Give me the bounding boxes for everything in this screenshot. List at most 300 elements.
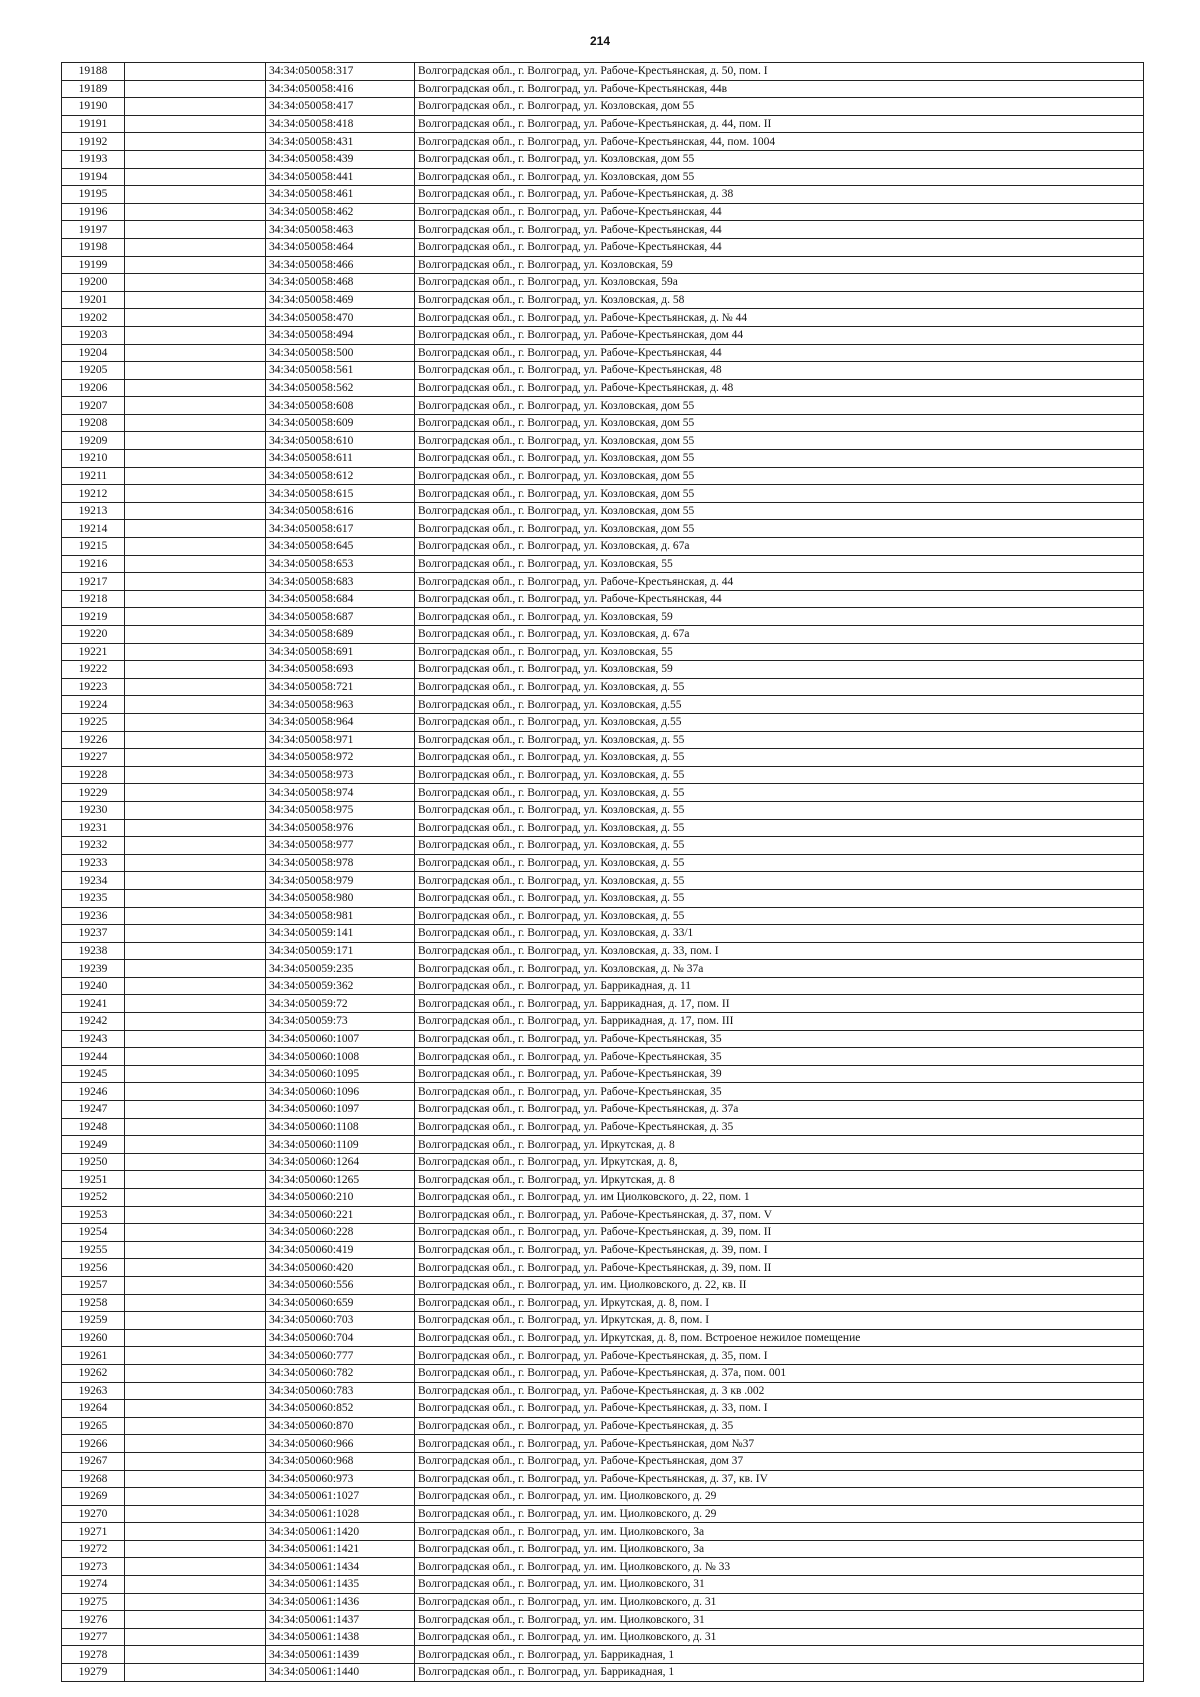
row-number-cell: 19189 xyxy=(62,80,125,98)
table-row xyxy=(62,872,1144,890)
address-cell: Волгоградская обл., г. Волгоград, ул. Козловская, дом 55 xyxy=(415,520,1144,538)
address-cell: Волгоградская обл., г. Волгоград, ул. Козловская, дом 55 xyxy=(415,485,1144,503)
address-cell: Волгоградская обл., г. Волгоград, ул. Козловская, дом 55 xyxy=(415,397,1144,415)
address-cell: Волгоградская обл., г. Волгоград, ул. Рабоче-Крестьянская, 35 xyxy=(415,1083,1144,1101)
row-number-cell: 19259 xyxy=(62,1312,125,1330)
row-number-cell: 19198 xyxy=(62,238,125,256)
blank-cell xyxy=(125,397,266,415)
row-number-cell: 19215 xyxy=(62,538,125,556)
address-cell: Волгоградская обл., г. Волгоград, ул. Баррикадная, д. 17, пом. III xyxy=(415,1013,1144,1031)
blank-cell xyxy=(125,942,266,960)
table-row xyxy=(62,1259,1144,1277)
cadastral-number-cell: 34:34:050059:171 xyxy=(266,942,415,960)
cadastral-number-cell: 34:34:050058:612 xyxy=(266,467,415,485)
table-row xyxy=(62,713,1144,731)
row-number-cell: 19201 xyxy=(62,291,125,309)
blank-cell xyxy=(125,203,266,221)
cadastral-number-cell: 34:34:050061:1435 xyxy=(266,1576,415,1594)
address-cell: Волгоградская обл., г. Волгоград, ул. Козловская, 59 xyxy=(415,256,1144,274)
address-cell: Волгоградская обл., г. Волгоград, ул. Козловская, д.55 xyxy=(415,713,1144,731)
row-number-cell: 19268 xyxy=(62,1470,125,1488)
cadastral-number-cell: 34:34:050058:470 xyxy=(266,309,415,327)
row-number-cell: 19255 xyxy=(62,1241,125,1259)
table-row xyxy=(62,344,1144,362)
blank-cell xyxy=(125,1206,266,1224)
blank-cell xyxy=(125,502,266,520)
cadastral-number-cell: 34:34:050058:464 xyxy=(266,238,415,256)
blank-cell xyxy=(125,837,266,855)
table-row xyxy=(62,538,1144,556)
cadastral-number-cell: 34:34:050060:1097 xyxy=(266,1101,415,1119)
table-row xyxy=(62,608,1144,626)
table-row xyxy=(62,203,1144,221)
address-cell: Волгоградская обл., г. Волгоград, ул. им. Циолковского, 3а xyxy=(415,1540,1144,1558)
cadastral-number-cell: 34:34:050060:852 xyxy=(266,1400,415,1418)
cadastral-number-cell: 34:34:050058:721 xyxy=(266,678,415,696)
address-cell: Волгоградская обл., г. Волгоград, ул. Рабоче-Крестьянская, д. 35 xyxy=(415,1417,1144,1435)
address-cell: Волгоградская обл., г. Волгоград, ул. Рабоче-Крестьянская, 44в xyxy=(415,80,1144,98)
blank-cell xyxy=(125,608,266,626)
row-number-cell: 19191 xyxy=(62,115,125,133)
blank-cell xyxy=(125,1540,266,1558)
cadastral-number-cell: 34:34:050059:141 xyxy=(266,925,415,943)
cadastral-number-cell: 34:34:050060:1265 xyxy=(266,1171,415,1189)
table-row xyxy=(62,1488,1144,1506)
cadastral-number-cell: 34:34:050058:972 xyxy=(266,749,415,767)
table-row xyxy=(62,995,1144,1013)
cadastral-number-cell: 34:34:050059:362 xyxy=(266,977,415,995)
address-cell: Волгоградская обл., г. Волгоград, ул. Рабоче-Крестьянская, д. № 44 xyxy=(415,309,1144,327)
table-row xyxy=(62,1171,1144,1189)
blank-cell xyxy=(125,326,266,344)
table-row xyxy=(62,626,1144,644)
address-cell: Волгоградская обл., г. Волгоград, ул. им Циолковского, д. 22, пом. 1 xyxy=(415,1189,1144,1207)
address-cell: Волгоградская обл., г. Волгоград, ул. им. Циолковского, 31 xyxy=(415,1576,1144,1594)
blank-cell xyxy=(125,1400,266,1418)
blank-cell xyxy=(125,977,266,995)
blank-cell xyxy=(125,1048,266,1066)
table-row xyxy=(62,1470,1144,1488)
blank-cell xyxy=(125,643,266,661)
table-row xyxy=(62,1048,1144,1066)
address-cell: Волгоградская обл., г. Волгоград, ул. им. Циолковского, д. 31 xyxy=(415,1593,1144,1611)
row-number-cell: 19251 xyxy=(62,1171,125,1189)
cadastral-number-cell: 34:34:050058:462 xyxy=(266,203,415,221)
page-number: 214 xyxy=(589,34,611,48)
blank-cell xyxy=(125,1558,266,1576)
table-row xyxy=(62,889,1144,907)
cadastral-number-cell: 34:34:050059:235 xyxy=(266,960,415,978)
address-cell: Волгоградская обл., г. Волгоград, ул. Рабоче-Крестьянская, 44 xyxy=(415,203,1144,221)
address-cell: Волгоградская обл., г. Волгоград, ул. Рабоче-Крестьянская, 44 xyxy=(415,344,1144,362)
table-row xyxy=(62,977,1144,995)
address-cell: Волгоградская обл., г. Волгоград, ул. Козловская, 59а xyxy=(415,274,1144,292)
cadastral-number-cell: 34:34:050058:617 xyxy=(266,520,415,538)
blank-cell xyxy=(125,784,266,802)
table-row xyxy=(62,731,1144,749)
blank-cell xyxy=(125,749,266,767)
blank-cell xyxy=(125,80,266,98)
blank-cell xyxy=(125,1628,266,1646)
table-row xyxy=(62,63,1144,81)
cadastral-number-cell: 34:34:050058:645 xyxy=(266,538,415,556)
row-number-cell: 19208 xyxy=(62,414,125,432)
address-cell: Волгоградская обл., г. Волгоград, ул. Козловская, дом 55 xyxy=(415,432,1144,450)
cadastral-number-cell: 34:34:050058:494 xyxy=(266,326,415,344)
address-cell: Волгоградская обл., г. Волгоград, ул. Рабоче-Крестьянская, дом №37 xyxy=(415,1435,1144,1453)
row-number-cell: 19244 xyxy=(62,1048,125,1066)
cadastral-number-cell: 34:34:050058:616 xyxy=(266,502,415,520)
blank-cell xyxy=(125,309,266,327)
blank-cell xyxy=(125,801,266,819)
blank-cell xyxy=(125,150,266,168)
table-row xyxy=(62,1101,1144,1119)
address-cell: Волгоградская обл., г. Волгоград, ул. Козловская, д. 55 xyxy=(415,872,1144,890)
cadastral-number-cell: 34:34:050060:870 xyxy=(266,1417,415,1435)
row-number-cell: 19252 xyxy=(62,1189,125,1207)
blank-cell xyxy=(125,1523,266,1541)
blank-cell xyxy=(125,1593,266,1611)
address-cell: Волгоградская обл., г. Волгоград, ул. Рабоче-Крестьянская, д. 44, пом. II xyxy=(415,115,1144,133)
row-number-cell: 19199 xyxy=(62,256,125,274)
row-number-cell: 19211 xyxy=(62,467,125,485)
address-cell: Волгоградская обл., г. Волгоград, ул. Иркутская, д. 8 xyxy=(415,1136,1144,1154)
address-cell: Волгоградская обл., г. Волгоград, ул. Рабоче-Крестьянская, д. 3 кв .002 xyxy=(415,1382,1144,1400)
blank-cell xyxy=(125,889,266,907)
table-row xyxy=(62,168,1144,186)
row-number-cell: 19276 xyxy=(62,1611,125,1629)
address-cell: Волгоградская обл., г. Волгоград, ул. Козловская, д. 33/1 xyxy=(415,925,1144,943)
cadastral-number-cell: 34:34:050060:210 xyxy=(266,1189,415,1207)
table-row xyxy=(62,467,1144,485)
row-number-cell: 19217 xyxy=(62,573,125,591)
row-number-cell: 19205 xyxy=(62,362,125,380)
row-number-cell: 19279 xyxy=(62,1664,125,1682)
row-number-cell: 19194 xyxy=(62,168,125,186)
address-cell: Волгоградская обл., г. Волгоград, ул. им. Циолковского, 3а xyxy=(415,1523,1144,1541)
cadastral-number-cell: 34:34:050058:977 xyxy=(266,837,415,855)
blank-cell xyxy=(125,995,266,1013)
blank-cell xyxy=(125,713,266,731)
address-cell: Волгоградская обл., г. Волгоград, ул. Козловская, д. 55 xyxy=(415,766,1144,784)
blank-cell xyxy=(125,1171,266,1189)
blank-cell xyxy=(125,1611,266,1629)
address-cell: Волгоградская обл., г. Волгоград, ул. Рабоче-Крестьянская, д. 38 xyxy=(415,186,1144,204)
address-cell: Волгоградская обл., г. Волгоград, ул. им. Циолковского, д. 31 xyxy=(415,1628,1144,1646)
row-number-cell: 19249 xyxy=(62,1136,125,1154)
blank-cell xyxy=(125,960,266,978)
address-cell: Волгоградская обл., г. Волгоград, ул. Баррикадная, д. 17, пом. II xyxy=(415,995,1144,1013)
row-number-cell: 19272 xyxy=(62,1540,125,1558)
table-row xyxy=(62,520,1144,538)
address-cell: Волгоградская обл., г. Волгоград, ул. Козловская, д. 33, пом. I xyxy=(415,942,1144,960)
row-number-cell: 19262 xyxy=(62,1364,125,1382)
blank-cell xyxy=(125,1664,266,1682)
table-row xyxy=(62,1400,1144,1418)
cadastral-number-cell: 34:34:050058:561 xyxy=(266,362,415,380)
blank-cell xyxy=(125,696,266,714)
row-number-cell: 19229 xyxy=(62,784,125,802)
row-number-cell: 19197 xyxy=(62,221,125,239)
address-cell: Волгоградская обл., г. Волгоград, ул. Козловская, дом 55 xyxy=(415,502,1144,520)
address-cell: Волгоградская обл., г. Волгоград, ул. Рабоче-Крестьянская, 35 xyxy=(415,1048,1144,1066)
address-cell: Волгоградская обл., г. Волгоград, ул. Рабоче-Крестьянская, дом 44 xyxy=(415,326,1144,344)
blank-cell xyxy=(125,1488,266,1506)
blank-cell xyxy=(125,1136,266,1154)
address-cell: Волгоградская обл., г. Волгоград, ул. Козловская, дом 55 xyxy=(415,467,1144,485)
address-cell: Волгоградская обл., г. Волгоград, ул. Козловская, д. 55 xyxy=(415,837,1144,855)
row-number-cell: 19228 xyxy=(62,766,125,784)
address-cell: Волгоградская обл., г. Волгоград, ул. Козловская, д. № 37а xyxy=(415,960,1144,978)
blank-cell xyxy=(125,1646,266,1664)
cadastral-number-cell: 34:34:050060:1096 xyxy=(266,1083,415,1101)
row-number-cell: 19238 xyxy=(62,942,125,960)
cadastral-number-cell: 34:34:050060:1264 xyxy=(266,1153,415,1171)
address-cell: Волгоградская обл., г. Волгоград, ул. Рабоче-Крестьянская, д. 35 xyxy=(415,1118,1144,1136)
row-number-cell: 19212 xyxy=(62,485,125,503)
address-cell: Волгоградская обл., г. Волгоград, ул. Козловская, д. 55 xyxy=(415,731,1144,749)
blank-cell xyxy=(125,731,266,749)
row-number-cell: 19193 xyxy=(62,150,125,168)
table-row xyxy=(62,397,1144,415)
row-number-cell: 19232 xyxy=(62,837,125,855)
row-number-cell: 19240 xyxy=(62,977,125,995)
blank-cell xyxy=(125,63,266,81)
table-row xyxy=(62,1294,1144,1312)
row-number-cell: 19236 xyxy=(62,907,125,925)
table-row xyxy=(62,801,1144,819)
cadastral-number-cell: 34:34:050058:653 xyxy=(266,555,415,573)
cadastral-number-cell: 34:34:050058:978 xyxy=(266,854,415,872)
row-number-cell: 19233 xyxy=(62,854,125,872)
table-row xyxy=(62,555,1144,573)
blank-cell xyxy=(125,432,266,450)
row-number-cell: 19218 xyxy=(62,590,125,608)
cadastral-number-cell: 34:34:050059:72 xyxy=(266,995,415,1013)
row-number-cell: 19278 xyxy=(62,1646,125,1664)
address-cell: Волгоградская обл., г. Волгоград, ул. Рабоче-Крестьянская, д. 37а xyxy=(415,1101,1144,1119)
row-number-cell: 19192 xyxy=(62,133,125,151)
address-cell: Волгоградская обл., г. Волгоград, ул. Рабоче-Крестьянская, 39 xyxy=(415,1065,1144,1083)
row-number-cell: 19269 xyxy=(62,1488,125,1506)
blank-cell xyxy=(125,1312,266,1330)
cadastral-number-cell: 34:34:050058:687 xyxy=(266,608,415,626)
row-number-cell: 19239 xyxy=(62,960,125,978)
blank-cell xyxy=(125,1417,266,1435)
cadastral-number-cell: 34:34:050058:562 xyxy=(266,379,415,397)
address-cell: Волгоградская обл., г. Волгоград, ул. Козловская, 55 xyxy=(415,643,1144,661)
blank-cell xyxy=(125,98,266,116)
cadastral-number-cell: 34:34:050058:691 xyxy=(266,643,415,661)
address-cell: Волгоградская обл., г. Волгоград, ул. им. Циолковского, д. 29 xyxy=(415,1488,1144,1506)
address-cell: Волгоградская обл., г. Волгоград, ул. им. Циолковского, 31 xyxy=(415,1611,1144,1629)
row-number-cell: 19202 xyxy=(62,309,125,327)
cadastral-number-cell: 34:34:050060:1108 xyxy=(266,1118,415,1136)
blank-cell xyxy=(125,907,266,925)
cadastral-number-cell: 34:34:050061:1434 xyxy=(266,1558,415,1576)
blank-cell xyxy=(125,1241,266,1259)
address-cell: Волгоградская обл., г. Волгоград, ул. Козловская, д. 55 xyxy=(415,801,1144,819)
table-row xyxy=(62,1435,1144,1453)
row-number-cell: 19237 xyxy=(62,925,125,943)
cadastral-number-cell: 34:34:050058:431 xyxy=(266,133,415,151)
table-row xyxy=(62,115,1144,133)
blank-cell xyxy=(125,1452,266,1470)
row-number-cell: 19200 xyxy=(62,274,125,292)
table-row xyxy=(62,414,1144,432)
cadastral-number-cell: 34:34:050058:608 xyxy=(266,397,415,415)
row-number-cell: 19231 xyxy=(62,819,125,837)
blank-cell xyxy=(125,1013,266,1031)
table-row xyxy=(62,1364,1144,1382)
table-row xyxy=(62,1452,1144,1470)
row-number-cell: 19220 xyxy=(62,626,125,644)
address-cell: Волгоградская обл., г. Волгоград, ул. Козловская, дом 55 xyxy=(415,450,1144,468)
address-cell: Волгоградская обл., г. Волгоград, ул. Козловская, д. 55 xyxy=(415,819,1144,837)
blank-cell xyxy=(125,1083,266,1101)
row-number-cell: 19190 xyxy=(62,98,125,116)
table-row xyxy=(62,133,1144,151)
blank-cell xyxy=(125,1294,266,1312)
table-row xyxy=(62,150,1144,168)
row-number-cell: 19275 xyxy=(62,1593,125,1611)
blank-cell xyxy=(125,133,266,151)
cadastral-number-cell: 34:34:050060:1007 xyxy=(266,1030,415,1048)
row-number-cell: 19219 xyxy=(62,608,125,626)
table-row xyxy=(62,186,1144,204)
cadastral-number-cell: 34:34:050058:971 xyxy=(266,731,415,749)
address-cell: Волгоградская обл., г. Волгоград, ул. Рабоче-Крестьянская, д. 37а, пом. 001 xyxy=(415,1364,1144,1382)
table-row xyxy=(62,309,1144,327)
table-row xyxy=(62,274,1144,292)
blank-cell xyxy=(125,555,266,573)
cadastral-number-cell: 34:34:050058:611 xyxy=(266,450,415,468)
address-cell: Волгоградская обл., г. Волгоград, ул. Рабоче-Крестьянская, д. 39, пом. I xyxy=(415,1241,1144,1259)
row-number-cell: 19246 xyxy=(62,1083,125,1101)
cadastral-number-cell: 34:34:050060:419 xyxy=(266,1241,415,1259)
table-row xyxy=(62,291,1144,309)
row-number-cell: 19266 xyxy=(62,1435,125,1453)
cadastral-number-cell: 34:34:050058:689 xyxy=(266,626,415,644)
registry-table-body xyxy=(62,63,1144,1682)
blank-cell xyxy=(125,1435,266,1453)
row-number-cell: 19267 xyxy=(62,1452,125,1470)
table-row xyxy=(62,1558,1144,1576)
address-cell: Волгоградская обл., г. Волгоград, ул. Козловская, д. 55 xyxy=(415,907,1144,925)
cadastral-number-cell: 34:34:050058:609 xyxy=(266,414,415,432)
table-row xyxy=(62,1540,1144,1558)
row-number-cell: 19241 xyxy=(62,995,125,1013)
table-row xyxy=(62,1065,1144,1083)
row-number-cell: 19273 xyxy=(62,1558,125,1576)
blank-cell xyxy=(125,1189,266,1207)
blank-cell xyxy=(125,1118,266,1136)
address-cell: Волгоградская обл., г. Волгоград, ул. Рабоче-Крестьянская, д. 33, пом. I xyxy=(415,1400,1144,1418)
address-cell: Волгоградская обл., г. Волгоград, ул. Козловская, дом 55 xyxy=(415,150,1144,168)
row-number-cell: 19221 xyxy=(62,643,125,661)
cadastral-number-cell: 34:34:050060:420 xyxy=(266,1259,415,1277)
table-row xyxy=(62,1417,1144,1435)
table-row xyxy=(62,1030,1144,1048)
blank-cell xyxy=(125,872,266,890)
cadastral-number-cell: 34:34:050059:73 xyxy=(266,1013,415,1031)
cadastral-number-cell: 34:34:050058:979 xyxy=(266,872,415,890)
cadastral-number-cell: 34:34:050060:1095 xyxy=(266,1065,415,1083)
blank-cell xyxy=(125,520,266,538)
address-cell: Волгоградская обл., г. Волгоград, ул. Иркутская, д. 8, пом. Встроеное нежилое помещение xyxy=(415,1329,1144,1347)
table-row xyxy=(62,1136,1144,1154)
blank-cell xyxy=(125,344,266,362)
table-row xyxy=(62,1206,1144,1224)
row-number-cell: 19253 xyxy=(62,1206,125,1224)
row-number-cell: 19196 xyxy=(62,203,125,221)
table-row xyxy=(62,1523,1144,1541)
cadastral-number-cell: 34:34:050058:441 xyxy=(266,168,415,186)
blank-cell xyxy=(125,819,266,837)
address-cell: Волгоградская обл., г. Волгоград, ул. Баррикадная, д. 11 xyxy=(415,977,1144,995)
cadastral-number-cell: 34:34:050058:684 xyxy=(266,590,415,608)
cadastral-number-cell: 34:34:050058:615 xyxy=(266,485,415,503)
row-number-cell: 19258 xyxy=(62,1294,125,1312)
blank-cell xyxy=(125,1470,266,1488)
row-number-cell: 19256 xyxy=(62,1259,125,1277)
row-number-cell: 19210 xyxy=(62,450,125,468)
blank-cell xyxy=(125,238,266,256)
blank-cell xyxy=(125,925,266,943)
table-row xyxy=(62,643,1144,661)
cadastral-number-cell: 34:34:050058:974 xyxy=(266,784,415,802)
cadastral-number-cell: 34:34:050060:968 xyxy=(266,1452,415,1470)
cadastral-number-cell: 34:34:050061:1440 xyxy=(266,1664,415,1682)
row-number-cell: 19277 xyxy=(62,1628,125,1646)
cadastral-number-cell: 34:34:050058:469 xyxy=(266,291,415,309)
address-cell: Волгоградская обл., г. Волгоград, ул. Козловская, д. 55 xyxy=(415,854,1144,872)
table-row xyxy=(62,1576,1144,1594)
blank-cell xyxy=(125,1382,266,1400)
address-cell: Волгоградская обл., г. Волгоград, ул. Рабоче-Крестьянская, д. 37, кв. IV xyxy=(415,1470,1144,1488)
table-row xyxy=(62,942,1144,960)
address-cell: Волгоградская обл., г. Волгоград, ул. Рабоче-Крестьянская, 44 xyxy=(415,238,1144,256)
cadastral-number-cell: 34:34:050060:228 xyxy=(266,1224,415,1242)
table-row xyxy=(62,1646,1144,1664)
cadastral-number-cell: 34:34:050058:964 xyxy=(266,713,415,731)
table-row xyxy=(62,1224,1144,1242)
blank-cell xyxy=(125,467,266,485)
table-row xyxy=(62,485,1144,503)
address-cell: Волгоградская обл., г. Волгоград, ул. Баррикадная, 1 xyxy=(415,1664,1144,1682)
cadastral-number-cell: 34:34:050058:693 xyxy=(266,661,415,679)
blank-cell xyxy=(125,115,266,133)
row-number-cell: 19188 xyxy=(62,63,125,81)
cadastral-number-cell: 34:34:050060:659 xyxy=(266,1294,415,1312)
address-cell: Волгоградская обл., г. Волгоград, ул. Козловская, д. 55 xyxy=(415,678,1144,696)
row-number-cell: 19216 xyxy=(62,555,125,573)
row-number-cell: 19254 xyxy=(62,1224,125,1242)
cadastral-number-cell: 34:34:050058:417 xyxy=(266,98,415,116)
blank-cell xyxy=(125,573,266,591)
address-cell: Волгоградская обл., г. Волгоград, ул. Рабоче-Крестьянская, дом 37 xyxy=(415,1452,1144,1470)
row-number-cell: 19260 xyxy=(62,1329,125,1347)
blank-cell xyxy=(125,485,266,503)
cadastral-number-cell: 34:34:050058:610 xyxy=(266,432,415,450)
cadastral-number-cell: 34:34:050060:966 xyxy=(266,1435,415,1453)
table-row xyxy=(62,1505,1144,1523)
address-cell: Волгоградская обл., г. Волгоград, ул. Рабоче-Крестьянская, 44 xyxy=(415,590,1144,608)
blank-cell xyxy=(125,274,266,292)
blank-cell xyxy=(125,450,266,468)
row-number-cell: 19263 xyxy=(62,1382,125,1400)
blank-cell xyxy=(125,1576,266,1594)
